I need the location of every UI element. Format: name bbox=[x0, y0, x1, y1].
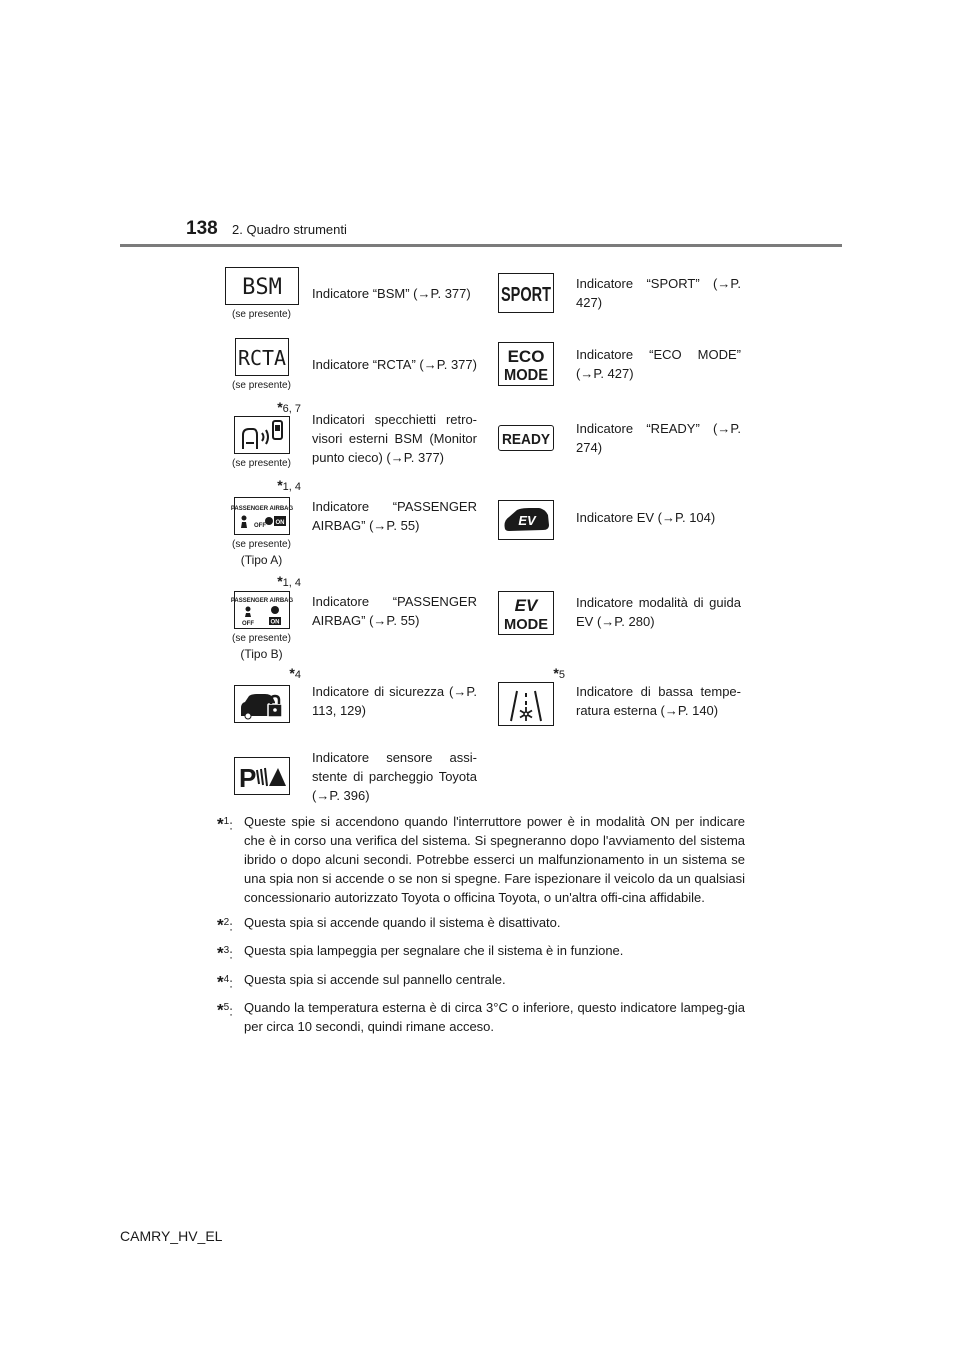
indicator-description: Indicatore “READY” (→P. 274) bbox=[576, 421, 741, 455]
footer-document-code: CAMRY_HV_EL bbox=[120, 1228, 223, 1244]
indicator-row bbox=[217, 665, 745, 737]
footnote: *$^1$: Queste spie si accendono quando l'interruttore power è in modalità ON per indicare che è in corso una verifica del sistema. Si spegneranno dopo l'avviamento del sistema ibrido o dopo alcuni secondi. Potrebbe esserci un malfunzionamento in un sistema se una spia non si accende o se non si spegne. Fare ispezionare il veicolo da un qualsiasi concessionario autorizzato Toyota o officina Toyota, o un'altra offi-cina affidabile. bbox=[217, 814, 745, 905]
footnote: *$^3$: Questa spia lampeggia per segnalare che il sistema è in funzione. bbox=[217, 941, 745, 963]
eco-mode-indicator-icon bbox=[498, 342, 554, 386]
parking-sensor-indicator-icon bbox=[234, 757, 290, 795]
indicator-description: Indicatore “BSM” (→P. 377) bbox=[312, 285, 471, 301]
indicator-description: Indicatore “SPORT” (→P. 427) bbox=[576, 276, 741, 310]
footnote-text: Questa spia lampeggia per segnalare che il sistema è in funzione. bbox=[244, 943, 624, 959]
low-outside-temperature-icon bbox=[498, 682, 554, 726]
footnote-text: Questa spia si accende quando il sistema è disattivato. bbox=[244, 915, 561, 930]
footnote-text: Questa spia si accende sul pannello centrale. bbox=[244, 971, 506, 987]
sport-indicator-icon bbox=[498, 273, 554, 313]
icon-text: MODE bbox=[503, 367, 548, 384]
header-rule bbox=[120, 244, 842, 247]
footnote: *$^2$: Questa spia si accende quando il sistema è disattivato. bbox=[217, 913, 745, 935]
indicator-description: Indicatore modalità di guida EV (→P. 280) bbox=[576, 595, 741, 629]
svg-text:P: P bbox=[238, 763, 256, 793]
passenger-airbag-type-b-icon bbox=[230, 591, 293, 629]
indicator-description: Indicatore “ECO MODE” (→P. 427) bbox=[576, 347, 741, 381]
passenger-airbag-type-a-icon bbox=[230, 497, 293, 535]
indicator-icon-cell bbox=[217, 737, 306, 815]
empty-cell bbox=[570, 737, 745, 815]
footnote: *$^5$: Quando la temperatura esterna è di circa 3°C o inferiore, questo indicatore lampeg-gia per circa 10 secondi, quindi rimane acceso. bbox=[217, 999, 745, 1034]
indicator-description: Indicatore “PASSENGER AIRBAG” (→P. 55) bbox=[312, 594, 477, 628]
icon-text: BSM bbox=[241, 274, 282, 300]
page-number: 138 bbox=[186, 218, 218, 239]
footnote: *$^4$: Questa spia si accende sul pannello centrale. bbox=[217, 970, 745, 992]
if-equipped-label: (se presente) bbox=[232, 633, 291, 644]
indicator-icon-cell bbox=[481, 573, 570, 665]
indicator-description: Indicatore “RCTA” (→P. 377) bbox=[312, 356, 477, 372]
indicator-table bbox=[217, 257, 745, 815]
icon-text: SPORT bbox=[500, 284, 551, 306]
indicator-icon-cell bbox=[217, 399, 306, 477]
icon-text: ECO bbox=[507, 347, 544, 366]
note-reference: *5 bbox=[553, 665, 565, 681]
icon-text: EV bbox=[514, 596, 537, 615]
note-reference: *4 bbox=[289, 665, 301, 681]
if-equipped-label: (se presente) bbox=[232, 457, 291, 469]
note-reference: *6, 7 bbox=[277, 399, 301, 415]
indicator-description: Indicatore di bassa tempe-ratura esterna (→P. 140) bbox=[576, 684, 741, 718]
indicator-description: Indicatore EV (→P. 104) bbox=[576, 510, 716, 525]
indicator-description: Indicatore sensore assi-stente di parcheggio Toyota (→P. 396) bbox=[312, 749, 477, 803]
indicator-icon-cell bbox=[481, 477, 570, 573]
type-a-label: (Tipo A) bbox=[240, 553, 283, 567]
icon-text: ON bbox=[270, 619, 279, 626]
note-reference: *1, 4 bbox=[277, 477, 301, 493]
indicator-icon-cell bbox=[217, 665, 306, 737]
indicator-description: Indicatore di sicurezza (→P. 113, 129) bbox=[312, 684, 477, 718]
type-b-label: (Tipo B) bbox=[240, 647, 283, 661]
indicator-row bbox=[217, 399, 745, 477]
icon-text: OFF bbox=[241, 621, 254, 627]
icon-text: OFF bbox=[253, 523, 266, 529]
indicator-row bbox=[217, 329, 745, 399]
bsm-indicator-icon bbox=[225, 267, 299, 305]
footnote-text: Quando la temperatura esterna è di circa 3°C o inferiore, questo indicatore lampeg-gia per circa 10 secondi, quindi rimane acceso. bbox=[244, 999, 745, 1034]
ev-indicator-icon bbox=[498, 500, 554, 540]
icon-text: READY bbox=[501, 431, 550, 448]
indicator-row bbox=[217, 737, 745, 815]
note-reference: *1, 4 bbox=[277, 573, 301, 589]
indicator-icon-cell bbox=[481, 665, 570, 737]
icon-text: ON bbox=[275, 520, 284, 526]
icon-text: PASSENGER AIRBAG bbox=[230, 506, 293, 512]
if-equipped-label: (se presente) bbox=[232, 379, 291, 391]
indicator-row bbox=[217, 573, 745, 665]
ev-mode-indicator-icon bbox=[498, 591, 554, 635]
empty-cell bbox=[481, 737, 570, 815]
icon-text: RCTA bbox=[237, 345, 286, 370]
footnotes bbox=[217, 812, 745, 1042]
bsm-mirror-indicator-icon bbox=[234, 416, 290, 454]
security-indicator-icon bbox=[234, 685, 290, 723]
rcta-indicator-icon bbox=[235, 338, 289, 376]
indicator-icon-cell bbox=[481, 399, 570, 477]
icon-text: EV bbox=[517, 513, 536, 528]
indicator-icon-cell bbox=[217, 573, 306, 665]
indicator-icon-cell bbox=[481, 257, 570, 329]
indicator-row bbox=[217, 257, 745, 329]
indicator-description: Indicatore “PASSENGER AIRBAG” (→P. 55) bbox=[312, 499, 477, 533]
indicator-icon-cell bbox=[217, 329, 306, 399]
if-equipped-label: (se presente) bbox=[232, 539, 291, 550]
footnote-text: Queste spie si accendono quando l'interruttore power è in modalità ON per indicare che è in corso una verifica del sistema. Si spegneranno dopo l'avviamento del sistema ibrido o dopo alcuni secondi. Potrebbe esserci un malfunzionamento in un sistema se una spia non si accende o se non si spegne. Fare ispezionare il veicolo da un qualsiasi concessionario autorizzato Toyota o officina Toyota, o un'altra offi-cina affidabile. bbox=[244, 814, 745, 905]
indicator-description: Indicatori specchietti retro-visori esterni BSM (Monitor punto cieco) (→P. 377) bbox=[312, 411, 477, 465]
if-equipped-label: (se presente) bbox=[232, 308, 291, 320]
indicator-icon-cell bbox=[217, 477, 306, 573]
indicator-row bbox=[217, 477, 745, 573]
indicator-icon-cell bbox=[481, 329, 570, 399]
indicator-icon-cell bbox=[217, 257, 306, 329]
icon-text: MODE bbox=[503, 616, 548, 633]
section-title: 2. Quadro strumenti bbox=[232, 222, 347, 237]
icon-text: PASSENGER AIRBAG bbox=[230, 598, 293, 604]
ready-indicator-icon bbox=[498, 425, 554, 451]
